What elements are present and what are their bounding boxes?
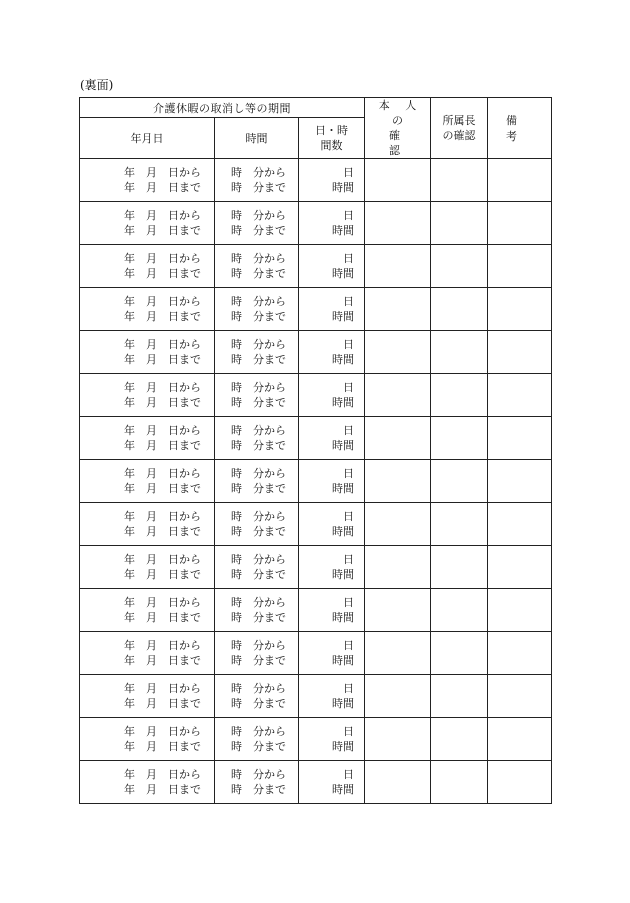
time-range-cell[interactable] — [215, 718, 299, 761]
time-range-cell[interactable] — [215, 288, 299, 331]
date-to-text: 年 月 日まで — [124, 181, 201, 194]
time-from-text: 時 分から — [231, 209, 286, 222]
time-to-text: 時 分まで — [231, 740, 286, 753]
period-title-header: 介護休暇の取消し等の期間 — [80, 98, 365, 118]
date-range-cell[interactable] — [80, 761, 215, 804]
table-row — [80, 718, 552, 761]
days-hours-cell[interactable] — [299, 761, 365, 804]
time-range-cell[interactable] — [215, 245, 299, 288]
self-confirm-cell[interactable] — [365, 718, 431, 761]
supervisor-confirm-cell[interactable] — [431, 159, 488, 202]
date-to-text: 年 月 日まで — [124, 654, 201, 667]
time-from-text: 時 分から — [231, 295, 286, 308]
date-to-text: 年 月 日まで — [124, 439, 201, 452]
unit-day-text: 日 — [343, 424, 355, 437]
date-from-text: 年 月 日から — [124, 467, 201, 480]
date-range-cell[interactable] — [80, 632, 215, 675]
date-from-text: 年 月 日から — [124, 725, 201, 738]
days-hours-cell[interactable] — [299, 245, 365, 288]
date-to-text: 年 月 日まで — [124, 310, 201, 323]
time-to-text: 時 分まで — [231, 181, 286, 194]
supervisor-confirm-header-line2: の確認 — [442, 129, 476, 142]
unit-hours-text: 時間 — [332, 568, 355, 581]
supervisor-confirm-cell[interactable] — [431, 460, 488, 503]
table-row — [80, 589, 552, 632]
date-range-cell[interactable] — [80, 675, 215, 718]
self-confirm-header — [365, 98, 431, 159]
time-from-text: 時 分から — [231, 596, 286, 609]
time-to-text: 時 分まで — [231, 654, 286, 667]
days-hours-cell[interactable] — [299, 632, 365, 675]
time-to-text: 時 分まで — [231, 396, 286, 409]
date-range-cell[interactable] — [80, 503, 215, 546]
self-confirm-cell[interactable] — [365, 159, 431, 202]
unit-hours-text: 時間 — [332, 267, 355, 280]
remarks-cell[interactable] — [488, 632, 552, 675]
time-to-text: 時 分まで — [231, 267, 286, 280]
supervisor-confirm-cell[interactable] — [431, 288, 488, 331]
unit-day-text: 日 — [343, 166, 355, 179]
supervisor-confirm-cell[interactable] — [431, 503, 488, 546]
date-range-cell[interactable] — [80, 460, 215, 503]
time-range-cell[interactable] — [215, 159, 299, 202]
self-confirm-cell[interactable] — [365, 417, 431, 460]
self-confirm-cell[interactable] — [365, 245, 431, 288]
table-row — [80, 159, 552, 202]
unit-hours-text: 時間 — [332, 697, 355, 710]
date-to-text: 年 月 日まで — [124, 611, 201, 624]
self-confirm-cell[interactable] — [365, 288, 431, 331]
remarks-cell[interactable] — [488, 159, 552, 202]
time-to-text: 時 分まで — [231, 353, 286, 366]
remarks-cell[interactable] — [488, 546, 552, 589]
table-row — [80, 675, 552, 718]
time-range-cell[interactable] — [215, 417, 299, 460]
unit-hours-text: 時間 — [332, 611, 355, 624]
self-confirm-cell[interactable] — [365, 460, 431, 503]
date-to-text: 年 月 日まで — [124, 740, 201, 753]
date-to-text: 年 月 日まで — [124, 783, 201, 796]
time-to-text: 時 分まで — [231, 482, 286, 495]
time-to-text: 時 分まで — [231, 783, 286, 796]
table-row — [80, 761, 552, 804]
unit-hours-text: 時間 — [332, 310, 355, 323]
date-to-text: 年 月 日まで — [124, 224, 201, 237]
days-hours-cell[interactable] — [299, 374, 365, 417]
date-from-text: 年 月 日から — [124, 381, 201, 394]
time-range-cell[interactable] — [215, 503, 299, 546]
days-hours-cell[interactable] — [299, 202, 365, 245]
days-hours-cell[interactable] — [299, 288, 365, 331]
unit-hours-text: 時間 — [332, 783, 355, 796]
page-side-label: (裏面) — [80, 78, 114, 92]
unit-day-text: 日 — [343, 209, 355, 222]
unit-hours-text: 時間 — [332, 353, 355, 366]
days-hours-cell[interactable] — [299, 417, 365, 460]
unit-day-text: 日 — [343, 553, 355, 566]
unit-day-text: 日 — [343, 768, 355, 781]
date-range-cell[interactable] — [80, 331, 215, 374]
date-to-text: 年 月 日まで — [124, 353, 201, 366]
date-from-text: 年 月 日から — [124, 252, 201, 265]
table-row — [80, 374, 552, 417]
self-confirm-cell[interactable] — [365, 374, 431, 417]
table-row — [80, 245, 552, 288]
date-to-text: 年 月 日まで — [124, 525, 201, 538]
supervisor-confirm-cell[interactable] — [431, 761, 488, 804]
supervisor-confirm-cell[interactable] — [431, 546, 488, 589]
self-confirm-cell[interactable] — [365, 632, 431, 675]
time-from-text: 時 分から — [231, 682, 286, 695]
self-confirm-header-line1: 本 人 の — [378, 99, 423, 127]
date-to-text: 年 月 日まで — [124, 568, 201, 581]
remarks-cell[interactable] — [488, 718, 552, 761]
days-hours-cell[interactable] — [299, 460, 365, 503]
days-hours-cell[interactable] — [299, 718, 365, 761]
unit-day-text: 日 — [343, 682, 355, 695]
time-range-cell[interactable] — [215, 374, 299, 417]
days-hours-column-header — [299, 118, 365, 159]
unit-hours-text: 時間 — [332, 439, 355, 452]
time-from-text: 時 分から — [231, 553, 286, 566]
supervisor-confirm-cell[interactable] — [431, 589, 488, 632]
self-confirm-cell[interactable] — [365, 503, 431, 546]
self-confirm-cell[interactable] — [365, 331, 431, 374]
self-confirm-cell[interactable] — [365, 589, 431, 632]
date-from-text: 年 月 日から — [124, 639, 201, 652]
supervisor-confirm-header-line1: 所属長 — [442, 114, 476, 127]
date-to-text: 年 月 日まで — [124, 482, 201, 495]
time-range-cell[interactable] — [215, 589, 299, 632]
unit-hours-text: 時間 — [332, 224, 355, 237]
unit-day-text: 日 — [343, 252, 355, 265]
table-row — [80, 331, 552, 374]
time-to-text: 時 分まで — [231, 568, 286, 581]
table-row — [80, 202, 552, 245]
date-to-text: 年 月 日まで — [124, 396, 201, 409]
unit-hours-text: 時間 — [332, 654, 355, 667]
time-from-text: 時 分から — [231, 424, 286, 437]
time-range-cell[interactable] — [215, 460, 299, 503]
table-row — [80, 417, 552, 460]
unit-hours-text: 時間 — [332, 181, 355, 194]
days-hours-cell[interactable] — [299, 589, 365, 632]
unit-hours-text: 時間 — [332, 396, 355, 409]
remarks-cell[interactable] — [488, 245, 552, 288]
supervisor-confirm-cell[interactable] — [431, 331, 488, 374]
days-hours-header-line1: 日・時 — [315, 124, 348, 138]
self-confirm-cell[interactable] — [365, 761, 431, 804]
remarks-cell[interactable] — [488, 417, 552, 460]
date-range-cell[interactable] — [80, 589, 215, 632]
date-from-text: 年 月 日から — [124, 768, 201, 781]
unit-day-text: 日 — [343, 639, 355, 652]
supervisor-confirm-cell[interactable] — [431, 374, 488, 417]
time-to-text: 時 分まで — [231, 525, 286, 538]
remarks-cell[interactable] — [488, 675, 552, 718]
time-from-text: 時 分から — [231, 166, 286, 179]
date-range-cell[interactable] — [80, 374, 215, 417]
time-to-text: 時 分まで — [231, 611, 286, 624]
date-from-text: 年 月 日から — [124, 295, 201, 308]
unit-hours-text: 時間 — [332, 482, 355, 495]
unit-day-text: 日 — [343, 596, 355, 609]
date-from-text: 年 月 日から — [124, 166, 201, 179]
date-range-cell[interactable] — [80, 417, 215, 460]
supervisor-confirm-header — [431, 98, 488, 159]
unit-day-text: 日 — [343, 725, 355, 738]
remarks-cell[interactable] — [488, 202, 552, 245]
supervisor-confirm-cell[interactable] — [431, 417, 488, 460]
table-row — [80, 546, 552, 589]
time-to-text: 時 分まで — [231, 224, 286, 237]
care-leave-cancellation-table — [79, 97, 552, 804]
date-range-cell[interactable] — [80, 546, 215, 589]
time-from-text: 時 分から — [231, 639, 286, 652]
date-range-cell[interactable] — [80, 159, 215, 202]
time-range-cell[interactable] — [215, 632, 299, 675]
date-from-text: 年 月 日から — [124, 424, 201, 437]
supervisor-confirm-cell[interactable] — [431, 675, 488, 718]
table-row — [80, 503, 552, 546]
time-from-text: 時 分から — [231, 252, 286, 265]
time-from-text: 時 分から — [231, 338, 286, 351]
days-hours-cell[interactable] — [299, 503, 365, 546]
date-range-cell[interactable] — [80, 245, 215, 288]
time-from-text: 時 分から — [231, 725, 286, 738]
remarks-cell[interactable] — [488, 589, 552, 632]
days-hours-cell[interactable] — [299, 546, 365, 589]
table-row — [80, 460, 552, 503]
date-column-header: 年月日 — [80, 118, 215, 159]
date-range-cell[interactable] — [80, 718, 215, 761]
unit-day-text: 日 — [343, 338, 355, 351]
supervisor-confirm-cell[interactable] — [431, 245, 488, 288]
date-range-cell[interactable] — [80, 288, 215, 331]
date-from-text: 年 月 日から — [124, 510, 201, 523]
time-range-cell[interactable] — [215, 546, 299, 589]
time-from-text: 時 分から — [231, 467, 286, 480]
self-confirm-header-line2: 確 認 — [389, 129, 427, 157]
date-from-text: 年 月 日から — [124, 209, 201, 222]
date-to-text: 年 月 日まで — [124, 267, 201, 280]
time-column-header: 時間 — [215, 118, 299, 159]
remarks-cell[interactable] — [488, 761, 552, 804]
time-from-text: 時 分から — [231, 381, 286, 394]
date-from-text: 年 月 日から — [124, 553, 201, 566]
unit-day-text: 日 — [343, 510, 355, 523]
remarks-cell[interactable] — [488, 374, 552, 417]
time-range-cell[interactable] — [215, 675, 299, 718]
unit-day-text: 日 — [343, 381, 355, 394]
time-to-text: 時 分まで — [231, 439, 286, 452]
unit-hours-text: 時間 — [332, 525, 355, 538]
remarks-cell[interactable] — [488, 460, 552, 503]
time-range-cell[interactable] — [215, 761, 299, 804]
days-hours-cell[interactable] — [299, 331, 365, 374]
date-range-cell[interactable] — [80, 202, 215, 245]
time-from-text: 時 分から — [231, 510, 286, 523]
days-hours-cell[interactable] — [299, 675, 365, 718]
date-from-text: 年 月 日から — [124, 596, 201, 609]
time-range-cell[interactable] — [215, 202, 299, 245]
supervisor-confirm-cell[interactable] — [431, 718, 488, 761]
supervisor-confirm-cell[interactable] — [431, 202, 488, 245]
self-confirm-cell[interactable] — [365, 546, 431, 589]
table-row — [80, 288, 552, 331]
time-from-text: 時 分から — [231, 768, 286, 781]
date-from-text: 年 月 日から — [124, 682, 201, 695]
supervisor-confirm-cell[interactable] — [431, 632, 488, 675]
remarks-cell[interactable] — [488, 288, 552, 331]
unit-day-text: 日 — [343, 467, 355, 480]
remarks-cell[interactable] — [488, 331, 552, 374]
table-row — [80, 632, 552, 675]
time-to-text: 時 分まで — [231, 697, 286, 710]
date-from-text: 年 月 日から — [124, 338, 201, 351]
remarks-header: 備 考 — [488, 98, 552, 159]
days-hours-header-line2: 間数 — [320, 139, 343, 153]
time-to-text: 時 分まで — [231, 310, 286, 323]
time-range-cell[interactable] — [215, 331, 299, 374]
date-to-text: 年 月 日まで — [124, 697, 201, 710]
remarks-cell[interactable] — [488, 503, 552, 546]
self-confirm-cell[interactable] — [365, 202, 431, 245]
days-hours-cell[interactable] — [299, 159, 365, 202]
unit-day-text: 日 — [343, 295, 355, 308]
unit-hours-text: 時間 — [332, 740, 355, 753]
self-confirm-cell[interactable] — [365, 675, 431, 718]
